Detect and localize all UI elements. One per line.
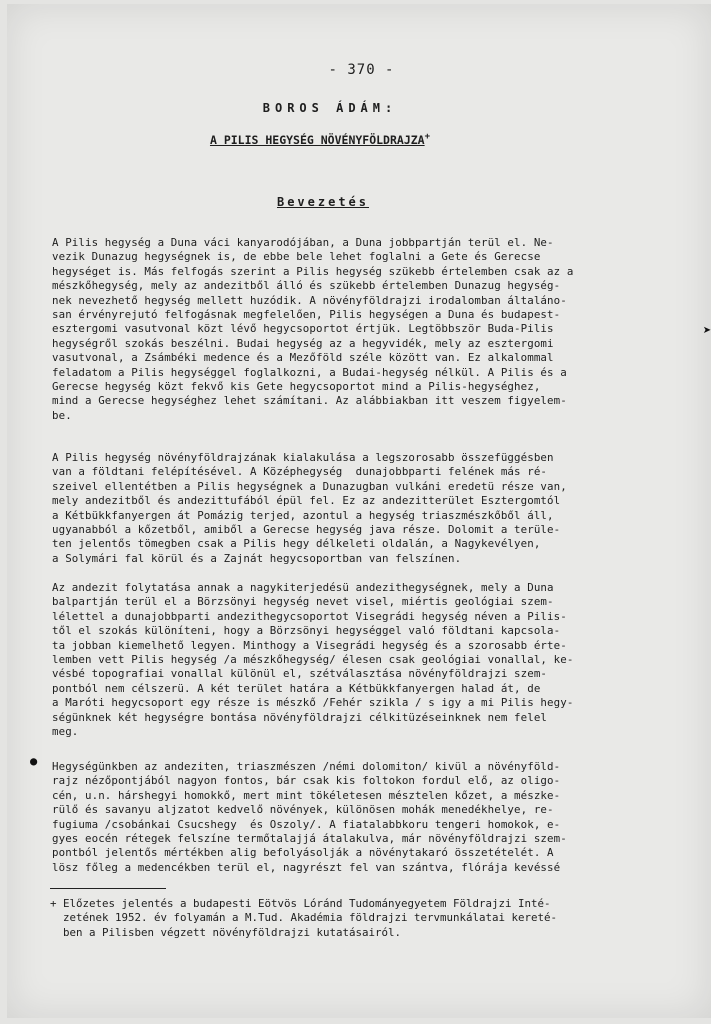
text-line: szeivel ellentétben a Pilis hegységnek a Dunazugban vulkáni eredetü része van, — [52, 479, 567, 493]
text-line: A Pilis hegység a Duna váci kanyarodójában, a Duna jobbpartján terül el. Ne- — [52, 236, 554, 249]
text-line: mind a Gerecse hegységhez lehet számítani. Az alábbiakban itt veszem figyelem- — [52, 394, 567, 408]
text-line: hegységről szokás beszélni. Budai hegység az a hegyvidék, mely az esztergomi — [52, 336, 554, 350]
text-line: a Kétbükkfanyergen át Pomázig terjed, azontul a hegység triaszmészkőből áll, — [52, 508, 554, 522]
text-line: cén, u.n. hárshegyi homokkő, mert mint tökéletesen mésztelen kőzet, a mészke- — [52, 788, 561, 802]
text-line: ta jobban kiemelhető legyen. Minthogy a Visegrádi hegység és a szorosabb érte- — [52, 638, 567, 652]
paragraph-4 — [52, 760, 652, 875]
footnote — [50, 897, 670, 940]
text-line: van a földtani felépítésével. A Középhegység dunajobbparti felének más ré- — [52, 465, 548, 479]
paragraph-1 — [52, 236, 652, 423]
text-line: lélettel a dunajobbparti andezithegycsoportot Visegrádi hegység néven a Pilis- — [52, 609, 567, 623]
paragraph-2 — [52, 451, 652, 566]
text-line: pontból nem célszerü. A két terület határa a Kétbükkfanyergen halad át, de — [52, 681, 541, 695]
text-line: ségünknek két hegységre bontása növényföldrajzi célkitüzéseinknek nem felel — [52, 710, 548, 724]
text-line: a Solymári fal körül és a Zajnát hegycsoportban van felszínen. — [52, 551, 462, 565]
footnote-line: zetének 1952. év folyamán a M.Tud. Akadémia földrajzi tervmunkálatai kereté- — [50, 911, 558, 925]
text-line: rülő és savanyu aljzatot kedvelő növények, különösen mohák menedékhelye, re- — [52, 803, 554, 817]
text-line: be. — [52, 408, 72, 422]
text-line: nek nevezhető hegység mellett huzódik. A növényföldrajzi irodalomban általáno- — [52, 293, 567, 307]
page-number: - 370 - — [328, 62, 395, 78]
text-line: gyes eocén rétegek felszíne termőtalajjá átalakulva, már növényföldrajzi szem- — [52, 832, 567, 846]
footnote-line: + Előzetes jelentés a budapesti Eötvös Lóránd Tudományegyetem Földrajzi Inté- — [50, 897, 551, 910]
text-line: től el szokás különíteni, hogy a Börzsönyi hegységgel való földtani kapcsola- — [52, 624, 561, 638]
text-line: vasutvonal, a Zsámbéki medence és a Mezőföld széle között van. Ez alkalommal — [52, 351, 554, 365]
text-line: a Maróti hegycsoport egy része is mészkő /Fehér szikla / s igy a mi Pilis hegy- — [52, 696, 574, 710]
text-line: Gerecse hegység közt fekvő kis Gete hegycsoportot mind a Pilis-hegységhez, — [52, 380, 541, 394]
paragraph-3 — [52, 581, 652, 739]
text-line: ugyanabból a kőzetből, amiből a Gerecse hegység java része. Dolomit a terüle- — [52, 523, 561, 537]
text-line: lösz főleg a medencékben terül el, nagyrészt fel van szántva, flórája kevéssé — [52, 860, 561, 874]
text-line: meg. — [52, 725, 79, 739]
footnote-rule — [50, 888, 166, 889]
margin-dot-mark: ● — [30, 754, 38, 768]
title-footnote-mark: + — [424, 132, 431, 142]
text-line: mészkőhegység, mely az andezitből álló és szükebb értelemben Dunazug hegység- — [52, 279, 561, 293]
text-line: san érvényrejutó felfogásnak megfelelően, Pilis hegységen a Duna és budapest- — [52, 308, 561, 322]
author-name: BOROS ÁDÁM: — [262, 101, 398, 115]
text-line: balpartján terül el a Börzsönyi hegység nevet visel, miértis geológiai szem- — [52, 595, 554, 609]
text-line: lemben vett Pilis hegység /a mészkőhegység/ élesen csak geológiai vonallal, ke- — [52, 653, 574, 667]
text-line: hegységet is. Más felfogás szerint a Pilis hegység szükebb értelemben csak az a — [52, 264, 574, 278]
text-line: pontból jelentős mértékben alig befolyásolják a növénytakaró összetételét. A — [52, 846, 554, 860]
document-title — [0, 132, 640, 147]
text-line: ten jelentős tömegben csak a Pilis hegy délkeleti oldalán, a Nagykevélyen, — [52, 537, 541, 551]
text-line: mely andezitből és andezittufából épül fel. Ez az andezitterület Esztergomtól — [52, 494, 561, 508]
text-line: Az andezit folytatása annak a nagykiterjedésü andezithegységnek, mely a Duna — [52, 581, 554, 594]
footnote-line: ben a Pilisben végzett növényföldrajzi kutatásairól. — [50, 925, 402, 939]
margin-arrow-mark: ➤ — [703, 323, 712, 339]
text-line: vezik Dunazug hegységnek is, de ebbe bele lehet foglalni a Gete és Gerecse — [52, 250, 541, 264]
section-heading: Bevezetés — [276, 195, 370, 209]
text-line: vésbé topografiai vonallal különül el, szétválasztása növényföldrajzi szem- — [52, 667, 548, 681]
title-text: A PILIS HEGYSÉG NÖVÉNYFÖLDRAJZA — [209, 132, 425, 147]
text-line: esztergomi vasutvonal közt lévő hegycsoportot értjük. Legtöbbször Buda-Pilis — [52, 322, 554, 336]
text-line: feladatom a Pilis hegységgel foglalkozni, a Budai-hegység nélkül. A Pilis és a — [52, 365, 567, 379]
text-line: A Pilis hegység növényföldrajzának kialakulása a legszorosabb összefüggésben — [52, 451, 554, 464]
text-line: fugiuma /csobánkai Csucshegy és Oszoly/. A fiatalabbkoru tengeri homokok, e- — [52, 817, 561, 831]
text-line: Hegységünkben az andeziten, triaszmészen /némi dolomiton/ kivül a növényföld- — [52, 760, 561, 773]
page-edge — [711, 0, 723, 1024]
text-line: rajz nézőpontjából nagyon fontos, bár csak kis foltokon fordul elő, az oligo- — [52, 774, 561, 788]
